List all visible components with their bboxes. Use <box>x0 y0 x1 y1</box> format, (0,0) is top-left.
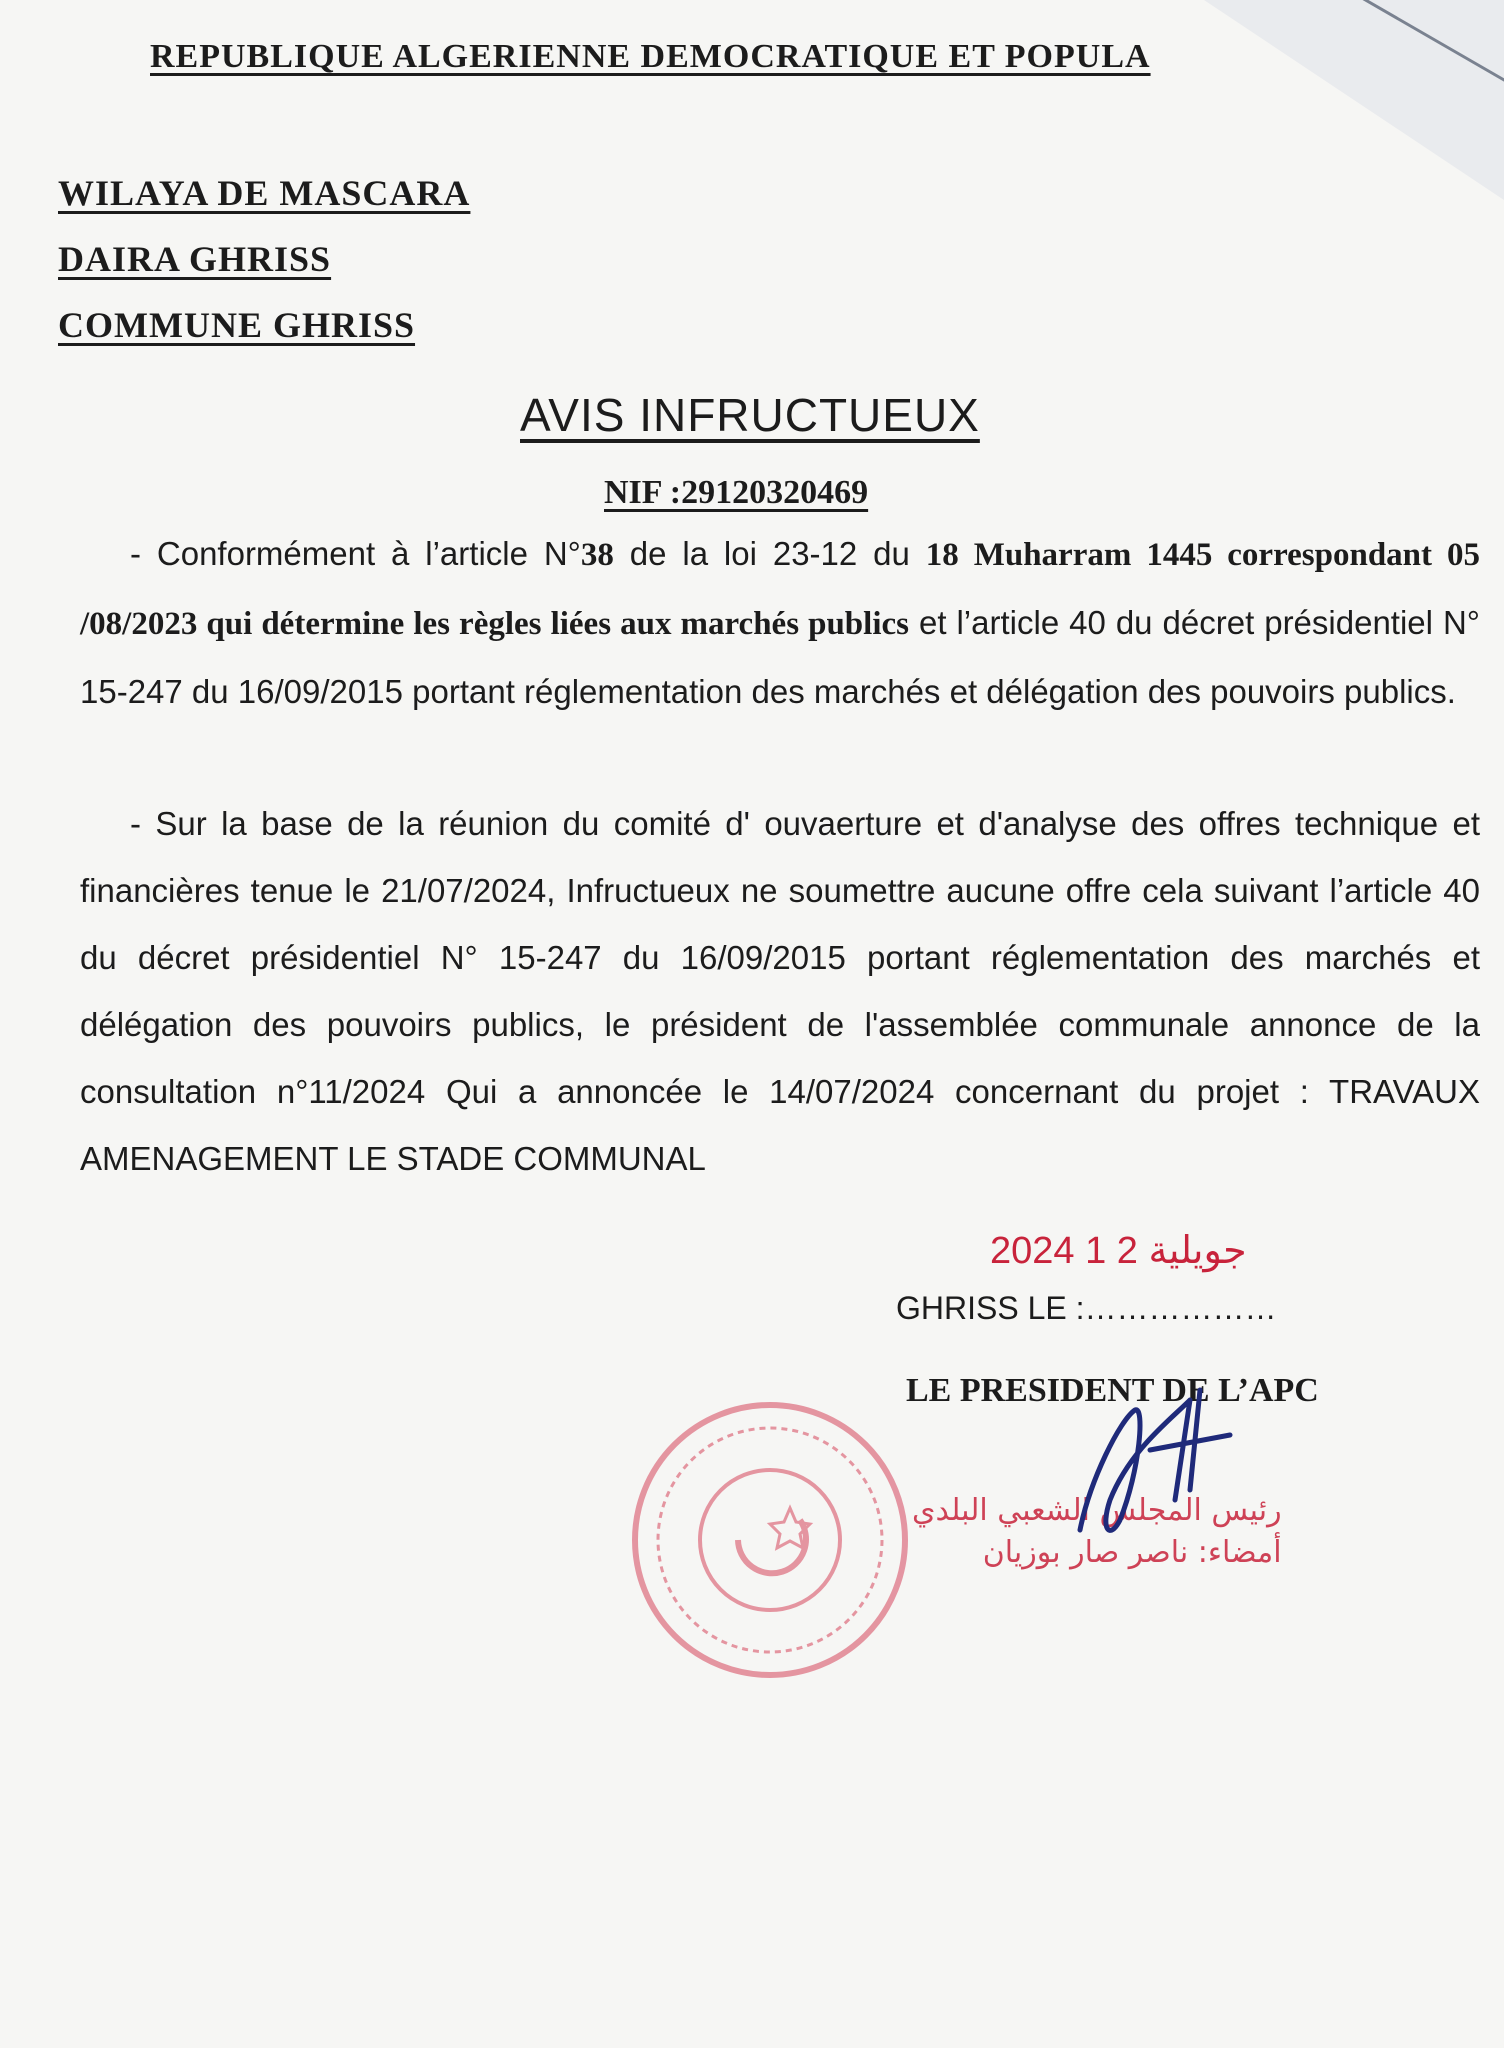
para1-article-number: 38 <box>580 537 614 573</box>
nif-number: NIF :29120320469 <box>604 474 869 511</box>
paragraph-decision: - Sur la base de la réunion du comité d' ouvaerture et d'analyse des offres technique et financières tenue le 21/07/2024, Infructueux ne soumettre aucune offre cela suivant l’article 40 du décret présidentiel N° 15-247 du 16/09/2015 portant réglementation des marchés et délégation des pouvoirs publics, le président de l'assemblée communale annonce de la consultation n°11/2024 Qui a annoncée le 14/07/2024 concernant du projet : TRAVAUX AMENAGEMENT LE STADE COMMUNAL <box>80 805 1480 1177</box>
arabic-stamp-line2: أمضاء: ناصر صار بوزيان <box>982 1535 1282 1570</box>
commune-line: COMMUNE GHRISS <box>58 305 416 345</box>
para1-part3: de la loi 23-12 du <box>613 535 926 572</box>
document-title: AVIS INFRUCTUEUX <box>520 389 980 441</box>
arabic-stamp-line1: رئيس المجلس الشعبي البلدي <box>912 1493 1282 1528</box>
handwritten-signature-icon <box>1050 1380 1240 1560</box>
para1-part5: et l’article 40 du décret présidentiel N° 15-247 du 16/09/2015 portant réglementation des marchés et délégation des pouvoirs publics. <box>80 604 1480 710</box>
republic-header: REPUBLIQUE ALGERIENNE DEMOCRATIQUE ET POPULA <box>150 38 1151 75</box>
daira-line: DAIRA GHRISS <box>58 239 332 279</box>
president-title: LE PRESIDENT DE L’APC <box>906 1372 1319 1409</box>
official-seal-icon <box>620 1390 920 1690</box>
para1-part1: - Conformément à l’article N° <box>130 535 581 572</box>
page-fold <box>1204 0 1504 200</box>
paragraph-legal-basis <box>80 520 1480 725</box>
date-stamp: 2024 جويلية 2 1 <box>990 1230 1247 1272</box>
wilaya-line: WILAYA DE MASCARA <box>58 173 471 213</box>
para1-law-date: 18 Muharram 1445 correspondant 05 /08/2023 qui détermine les règles liées aux marchés publics <box>80 537 1480 642</box>
place-date-line: GHRISS LE :……………… <box>896 1290 1277 1326</box>
